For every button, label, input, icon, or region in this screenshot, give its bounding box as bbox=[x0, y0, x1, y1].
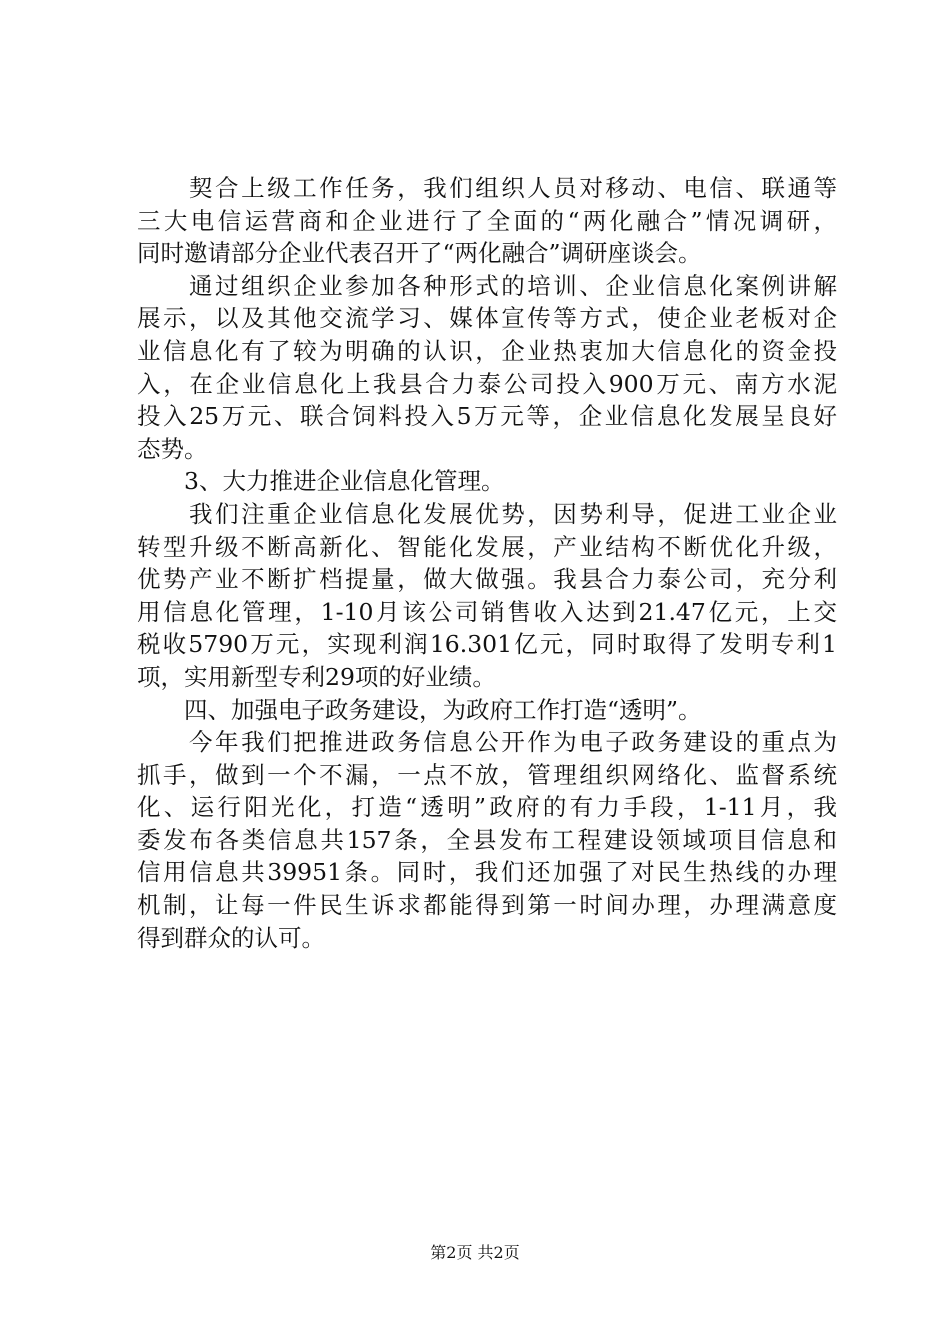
document-body bbox=[137, 172, 837, 954]
section-heading bbox=[137, 465, 837, 498]
paragraph bbox=[137, 498, 837, 694]
text-line: 用信息化管理，1-10月该公司销售收入达到21.47亿元，上交 bbox=[137, 597, 837, 626]
text-line: 契合上级工作任务，我们组织人员对移动、电信、联通等 bbox=[137, 174, 837, 202]
text-line: 投入25万元、联合饲料投入5万元等，企业信息化发展呈良好 bbox=[137, 402, 837, 431]
text-line: 通过组织企业参加各种形式的培训、企业信息化案例讲解 bbox=[137, 271, 837, 300]
text-line: 化、运行阳光化，打造“透明”政府的有力手段，1-11月，我 bbox=[137, 793, 837, 822]
text-line: 抓手，做到一个不漏，一点不放，管理组织网络化、监督系统 bbox=[137, 760, 837, 789]
text-line: 今年我们把推进政务信息公开作为电子政务建设的重点为 bbox=[137, 728, 837, 757]
section-heading bbox=[137, 694, 837, 727]
text-line: 同时邀请部分企业代表召开了“两化融合”调研座谈会。 bbox=[137, 239, 702, 268]
paragraph bbox=[137, 172, 837, 270]
text-line: 得到群众的认可。 bbox=[137, 923, 325, 952]
text-line: 展示，以及其他交流学习、媒体宣传等方式，使企业老板对企 bbox=[137, 304, 837, 333]
text-line: 三大电信运营商和企业进行了全面的“两化融合”情况调研， bbox=[137, 206, 837, 235]
text-line: 入，在企业信息化上我县合力泰公司投入900万元、南方水泥 bbox=[137, 369, 837, 398]
text-line: 3、大力推进企业信息化管理。 bbox=[137, 467, 505, 496]
paragraph bbox=[137, 270, 837, 466]
text-line: 委发布各类信息共157条，全县发布工程建设领域项目信息和 bbox=[137, 825, 837, 854]
text-line: 业信息化有了较为明确的认识，企业热衷加大信息化的资金投 bbox=[137, 336, 837, 365]
text-line: 转型升级不断高新化、智能化发展，产业结构不断优化升级， bbox=[137, 532, 837, 561]
paragraph bbox=[137, 726, 837, 954]
page-number: 第2页 共2页 bbox=[430, 1243, 520, 1262]
text-line: 税收5790万元，实现利润16.301亿元，同时取得了发明专利1 bbox=[137, 630, 837, 659]
text-line: 态势。 bbox=[137, 434, 208, 463]
text-line: 优势产业不断扩档提量，做大做强。我县合力泰公司，充分利 bbox=[137, 565, 837, 594]
text-line: 机制，让每一件民生诉求都能得到第一时间办理，办理满意度 bbox=[137, 891, 837, 920]
text-line: 四、加强电子政务建设，为政府工作打造“透明”。 bbox=[137, 695, 702, 724]
text-line: 信用信息共39951条。同时，我们还加强了对民生热线的办理 bbox=[137, 858, 837, 887]
text-line: 项，实用新型专利29项的好业绩。 bbox=[137, 662, 496, 691]
text-line: 我们注重企业信息化发展优势，因势利导，促进工业企业 bbox=[137, 499, 837, 528]
